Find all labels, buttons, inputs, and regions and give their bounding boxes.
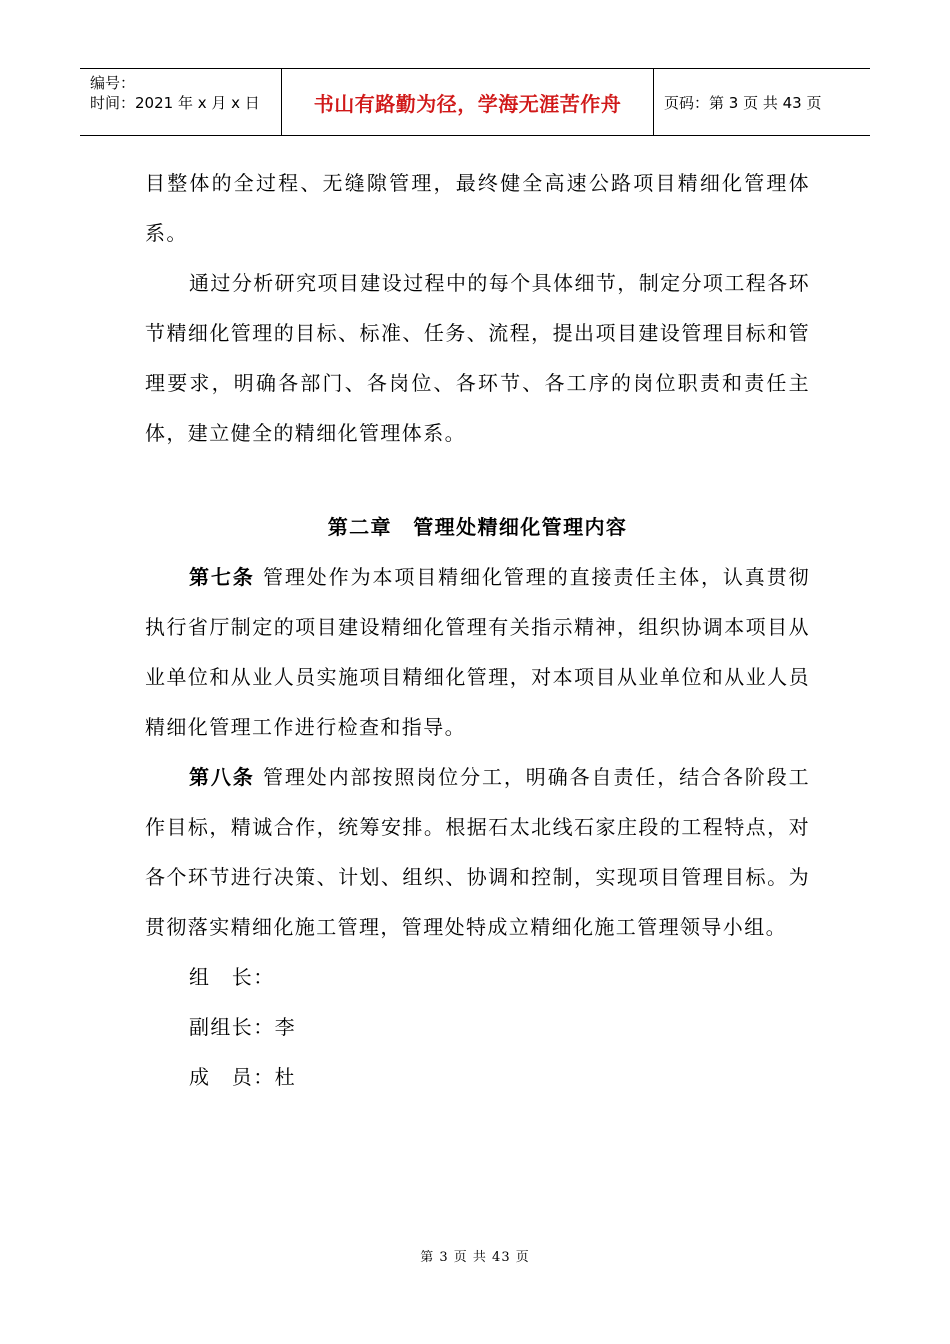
article-8-text: 管理处内部按照岗位分工，明确各自责任，结合各阶段工作目标，精诚合作，统筹安排。根据石太北线石家庄段的工程特点，对各个环节进行决策、计划、组织、协调和控制，实现项目管理目标。为贯彻落实精细化施工管理，管理处特成立精细化施工管理领导小组。 xyxy=(145,765,811,939)
paragraph-1: 目整体的全过程、无缝隙管理，最终健全高速公路项目精细化管理体系。 xyxy=(145,171,810,245)
page-footer: 第 3 页 共 43 页 xyxy=(420,1250,530,1265)
document-header xyxy=(80,68,870,136)
article-7 xyxy=(145,552,810,752)
article-8-label: 第八条 xyxy=(189,765,255,789)
header-motto: 书山有路勤为径，学海无涯苦作舟 xyxy=(282,69,654,135)
document-body xyxy=(145,158,810,1102)
article-7-label: 第七条 xyxy=(189,565,255,589)
header-page-info: 页码：第 3 页 共 43 页 xyxy=(664,93,822,112)
header-number-label: 编号： xyxy=(90,74,136,92)
paragraph-2: 通过分析研究项目建设过程中的每个具体细节，制定分项工程各环节精细化管理的目标、标准、任务、流程，提出项目建设管理目标和管理要求，明确各部门、各岗位、各环节、各工序的岗位职责和责任主体，建立健全的精细化管理体系。 xyxy=(145,271,810,445)
member-staff: 成 员：杜 xyxy=(189,1065,296,1089)
member-deputy: 副组长：李 xyxy=(189,1015,296,1039)
header-meta xyxy=(80,69,282,135)
header-time-label: 时间：2021 年 x 月 x 日 xyxy=(90,94,260,112)
member-leader: 组 长： xyxy=(189,965,275,989)
chapter-title: 第二章 管理处精细化管理内容 xyxy=(327,515,628,539)
article-7-text: 管理处作为本项目精细化管理的直接责任主体，认真贯彻执行省厅制定的项目建设精细化管理有关指示精神，组织协调本项目从业单位和从业人员实施项目精细化管理，对本项目从业单位和从业人员精细化管理工作进行检查和指导。 xyxy=(145,565,811,739)
article-8 xyxy=(145,752,810,952)
